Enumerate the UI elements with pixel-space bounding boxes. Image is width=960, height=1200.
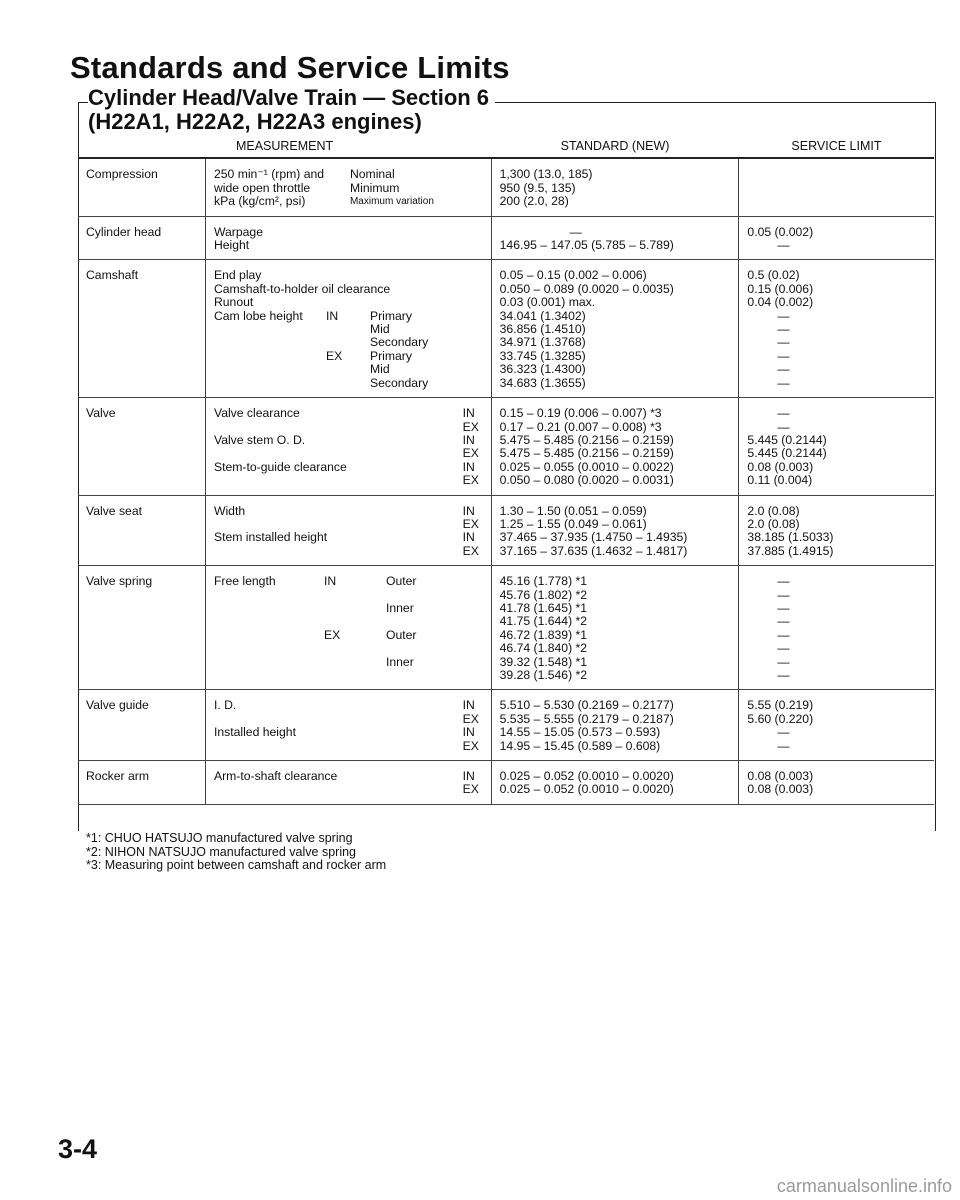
footnote-2: *2: NIHON NATSUJO manufactured valve spring: [86, 844, 357, 859]
valve-item-1: Valve clearance: [213, 406, 300, 421]
camshaft-std-3: 0.03 (0.001) max.: [499, 295, 596, 310]
camshaft-lim-2: 0.15 (0.006): [747, 281, 814, 296]
compression-cond-3: kPa (kg/cm², psi): [213, 194, 306, 209]
valve-label: Valve: [78, 398, 205, 495]
valve-item-3: Valve stem O. D.: [213, 432, 306, 447]
valve-guide-lim-2: 5.60 (0.220): [747, 711, 814, 726]
spring-std-3: 41.78 (1.645) *1: [499, 600, 588, 615]
rocker-arm-lim-2: 0.08 (0.003): [747, 782, 814, 797]
compression-cond-1: 250 min⁻¹ (rpm) and: [213, 167, 325, 182]
section-heading-line1: Cylinder Head/Valve Train — Section 6: [88, 85, 490, 110]
valve-seat-std-3: 37.465 – 37.935 (1.4750 – 1.4935): [499, 530, 688, 545]
valve-side-3: IN: [462, 432, 475, 447]
valve-lim-1: —: [777, 406, 790, 421]
footnote-3: *3: Measuring point between camshaft and rocker arm: [86, 858, 387, 872]
valve-spring-limit: [739, 566, 934, 690]
rocker-arm-item-1: Arm-to-shaft clearance: [213, 769, 338, 784]
spring-std-7: 39.32 (1.548) *1: [499, 654, 588, 669]
row-camshaft: [78, 260, 934, 398]
cylinder-head-item-2: Height: [213, 238, 250, 253]
section-heading: [88, 86, 495, 134]
compression-cond-2: wide open throttle: [213, 180, 311, 195]
camshaft-standard: [491, 260, 739, 398]
valve-seat-measurement: [205, 495, 491, 566]
valve-guide-measurement: [205, 690, 491, 761]
valve-side-1: IN: [462, 406, 475, 421]
rocker-arm-std-1: 0.025 – 0.052 (0.0010 – 0.0020): [499, 769, 674, 784]
valve-seat-side-2: EX: [462, 516, 479, 531]
valve-seat-label: Valve seat: [78, 495, 205, 566]
valve-lim-3: 5.445 (0.2144): [747, 432, 827, 447]
camshaft-lim-9: —: [777, 375, 790, 390]
valve-limit: [739, 398, 934, 495]
valve-std-2: 0.17 – 0.21 (0.007 – 0.008) *3: [499, 419, 662, 434]
valve-item-4: [214, 447, 463, 460]
valve-side-5: IN: [462, 459, 475, 474]
valve-std-4: 5.475 – 5.485 (0.2156 – 0.2159): [499, 446, 674, 461]
cylinder-head-std-1: —: [569, 224, 582, 239]
camshaft-measurement: [205, 260, 491, 398]
spring-in-label: IN: [323, 574, 337, 589]
row-valve-guide: [78, 690, 934, 761]
spring-std-2: 45.76 (1.802) *2: [499, 587, 588, 602]
compression-item-nominal: Nominal: [349, 167, 395, 182]
valve-spring-measurement: [205, 566, 491, 690]
valve-seat-standard: [491, 495, 739, 566]
rocker-arm-side-1: IN: [462, 769, 475, 784]
valve-guide-side-2: EX: [462, 711, 479, 726]
valve-item-5: Stem-to-guide clearance: [213, 459, 347, 474]
valve-guide-item-1: I. D.: [213, 698, 237, 713]
spring-lim-6: —: [777, 641, 790, 656]
compression-std-2: 950 (9.5, 135): [499, 180, 576, 195]
valve-guide-lim-3: —: [777, 725, 790, 740]
header-service-limit: SERVICE LIMIT: [739, 136, 934, 158]
page-number: 3-4: [58, 1134, 98, 1164]
spring-std-8: 39.28 (1.546) *2: [499, 668, 588, 683]
valve-guide-lim-4: —: [777, 738, 790, 753]
cam-in-label: IN: [325, 308, 339, 323]
cam-ex-mid: Mid: [369, 362, 390, 377]
camshaft-std-8: 36.323 (1.4300): [499, 362, 586, 377]
valve-seat-std-4: 37.165 – 37.635 (1.4632 – 1.4817): [499, 543, 688, 558]
compression-standard: [491, 158, 739, 216]
valve-item-6: [214, 474, 463, 487]
camshaft-limit: [739, 260, 934, 398]
camshaft-lim-7: —: [777, 348, 790, 363]
compression-std-1: 1,300 (13.0, 185): [499, 167, 593, 182]
camshaft-lim-8: —: [777, 362, 790, 377]
valve-guide-std-3: 14.55 – 15.05 (0.573 – 0.593): [499, 725, 661, 740]
spring-free-length: Free length: [213, 574, 276, 589]
section-heading-line2: (H22A1, H22A2, H22A3 engines): [88, 109, 422, 134]
valve-seat-item-1: Width: [213, 503, 246, 518]
camshaft-lim-4: —: [777, 308, 790, 323]
rocker-arm-label: Rocker arm: [78, 761, 205, 805]
camshaft-lim-1: 0.5 (0.02): [747, 268, 800, 283]
spring-lim-5: —: [777, 627, 790, 642]
valve-guide-std-1: 5.510 – 5.530 (0.2169 – 0.2177): [499, 698, 674, 713]
valve-seat-lim-1: 2.0 (0.08): [747, 503, 800, 518]
camshaft-lim-6: —: [777, 335, 790, 350]
cam-lobe-label: Cam lobe height: [213, 308, 303, 323]
spring-lim-2: —: [777, 587, 790, 602]
camshaft-std-7: 33.745 (1.3285): [499, 348, 586, 363]
camshaft-item-2: Camshaft-to-holder oil clearance: [213, 281, 391, 296]
cylinder-head-measurement: [205, 216, 491, 260]
cam-ex-label: EX: [325, 348, 343, 363]
valve-lim-4: 5.445 (0.2144): [747, 446, 827, 461]
valve-seat-item-3: Stem installed height: [213, 530, 328, 545]
row-cylinder-head: [78, 216, 934, 260]
header-measurement: MEASUREMENT: [78, 136, 491, 158]
camshaft-std-1: 0.05 – 0.15 (0.002 – 0.006): [499, 268, 647, 283]
spring-lim-8: —: [777, 668, 790, 683]
valve-seat-lim-4: 37.885 (1.4915): [747, 543, 834, 558]
cam-ex-secondary: Secondary: [369, 375, 429, 390]
header-standard: STANDARD (NEW): [491, 136, 739, 158]
spring-ex-outer: Outer: [385, 627, 417, 642]
cylinder-head-item-1: Warpage: [213, 224, 263, 239]
valve-seat-lim-2: 2.0 (0.08): [747, 516, 800, 531]
page-title: Standards and Service Limits: [70, 50, 510, 85]
valve-side-6: EX: [462, 473, 479, 488]
spring-lim-3: —: [777, 600, 790, 615]
spring-lim-4: —: [777, 614, 790, 629]
valve-measurement: [205, 398, 491, 495]
camshaft-item-3: Runout: [213, 295, 254, 310]
row-valve-seat: [78, 495, 934, 566]
rocker-arm-item-2: [214, 783, 463, 796]
valve-seat-std-2: 1.25 – 1.55 (0.049 – 0.061): [499, 516, 647, 531]
spec-table: [78, 136, 934, 805]
cam-in-mid: Mid: [369, 322, 390, 337]
row-valve: [78, 398, 934, 495]
valve-spring-label: Valve spring: [78, 566, 205, 690]
row-compression: [78, 158, 934, 216]
spring-ex-inner: Inner: [385, 654, 414, 669]
row-valve-spring: [78, 566, 934, 690]
compression-label: Compression: [78, 158, 205, 216]
valve-guide-std-2: 5.535 – 5.555 (0.2179 – 0.2187): [499, 711, 674, 726]
footnotes: [86, 832, 386, 873]
valve-guide-lim-1: 5.55 (0.219): [747, 698, 814, 713]
table-header-row: [78, 136, 934, 158]
cylinder-head-lim-2: —: [777, 238, 790, 253]
valve-std-6: 0.050 – 0.080 (0.0020 – 0.0031): [499, 473, 674, 488]
compression-std-3: 200 (2.0, 28): [499, 194, 569, 209]
footnote-1: *1: CHUO HATSUJO manufactured valve spring: [86, 831, 353, 845]
valve-seat-limit: [739, 495, 934, 566]
spring-ex-label: EX: [323, 627, 341, 642]
camshaft-std-4: 34.041 (1.3402): [499, 308, 586, 323]
camshaft-label: Camshaft: [78, 260, 205, 398]
valve-guide-item-4: [214, 740, 463, 753]
rocker-arm-side-2: EX: [462, 782, 479, 797]
camshaft-std-5: 36.856 (1.4510): [499, 322, 586, 337]
spring-std-5: 46.72 (1.839) *1: [499, 627, 588, 642]
valve-lim-5: 0.08 (0.003): [747, 459, 814, 474]
valve-std-5: 0.025 – 0.055 (0.0010 – 0.0022): [499, 459, 674, 474]
camshaft-std-2: 0.050 – 0.089 (0.0020 – 0.0035): [499, 281, 674, 296]
compression-limit: [739, 158, 934, 216]
valve-guide-item-3: Installed height: [213, 725, 296, 740]
valve-side-2: EX: [462, 419, 479, 434]
cam-in-secondary: Secondary: [369, 335, 429, 350]
valve-guide-standard: [491, 690, 739, 761]
cylinder-head-std-2: 146.95 – 147.05 (5.785 – 5.789): [499, 238, 674, 253]
spring-lim-1: —: [777, 574, 790, 589]
valve-guide-side-3: IN: [462, 725, 475, 740]
cylinder-head-label: Cylinder head: [78, 216, 205, 260]
valve-std-1: 0.15 – 0.19 (0.006 – 0.007) *3: [499, 406, 662, 421]
valve-seat-side-3: IN: [462, 530, 475, 545]
valve-item-2: [214, 421, 463, 434]
valve-seat-side-1: IN: [462, 503, 475, 518]
valve-lim-6: 0.11 (0.004): [747, 473, 813, 488]
valve-guide-std-4: 14.95 – 15.45 (0.589 – 0.608): [499, 738, 661, 753]
camshaft-lim-5: —: [777, 322, 790, 337]
camshaft-lim-3: 0.04 (0.002): [747, 295, 814, 310]
valve-guide-limit: [739, 690, 934, 761]
spring-std-4: 41.75 (1.644) *2: [499, 614, 588, 629]
spring-in-outer: Outer: [385, 574, 417, 589]
cam-in-primary: Primary: [369, 308, 412, 323]
compression-measurement: [205, 158, 491, 216]
valve-guide-side-4: EX: [462, 738, 479, 753]
compression-item-minimum: Minimum: [349, 180, 400, 195]
valve-standard: [491, 398, 739, 495]
valve-side-4: EX: [462, 446, 479, 461]
spring-std-6: 46.74 (1.840) *2: [499, 641, 588, 656]
spring-in-inner: Inner: [385, 600, 414, 615]
cylinder-head-limit: [739, 216, 934, 260]
spring-std-1: 45.16 (1.778) *1: [499, 574, 588, 589]
valve-seat-side-4: EX: [462, 543, 479, 558]
cylinder-head-lim-1: 0.05 (0.002): [747, 224, 814, 239]
rocker-arm-limit: [739, 761, 934, 805]
valve-guide-side-1: IN: [462, 698, 475, 713]
rocker-arm-std-2: 0.025 – 0.052 (0.0010 – 0.0020): [499, 782, 674, 797]
valve-spring-standard: [491, 566, 739, 690]
valve-guide-label: Valve guide: [78, 690, 205, 761]
valve-seat-item-4: [214, 545, 463, 558]
valve-guide-item-2: [214, 713, 463, 726]
rocker-arm-lim-1: 0.08 (0.003): [747, 769, 814, 784]
watermark: carmanualsonline.info: [776, 1176, 952, 1196]
rocker-arm-standard: [491, 761, 739, 805]
valve-seat-lim-3: 38.185 (1.5033): [747, 530, 834, 545]
cam-ex-primary: Primary: [369, 348, 412, 363]
valve-std-3: 5.475 – 5.485 (0.2156 – 0.2159): [499, 432, 674, 447]
valve-seat-item-2: [214, 518, 463, 531]
row-rocker-arm: [78, 761, 934, 805]
compression-item-max-variation: Maximum variation: [349, 196, 434, 208]
valve-seat-std-1: 1.30 – 1.50 (0.051 – 0.059): [499, 503, 647, 518]
valve-lim-2: —: [777, 419, 790, 434]
camshaft-std-6: 34.971 (1.3768): [499, 335, 586, 350]
cylinder-head-standard: [491, 216, 739, 260]
camshaft-item-1: End play: [213, 268, 262, 283]
spring-lim-7: —: [777, 654, 790, 669]
camshaft-std-9: 34.683 (1.3655): [499, 375, 586, 390]
rocker-arm-measurement: [205, 761, 491, 805]
